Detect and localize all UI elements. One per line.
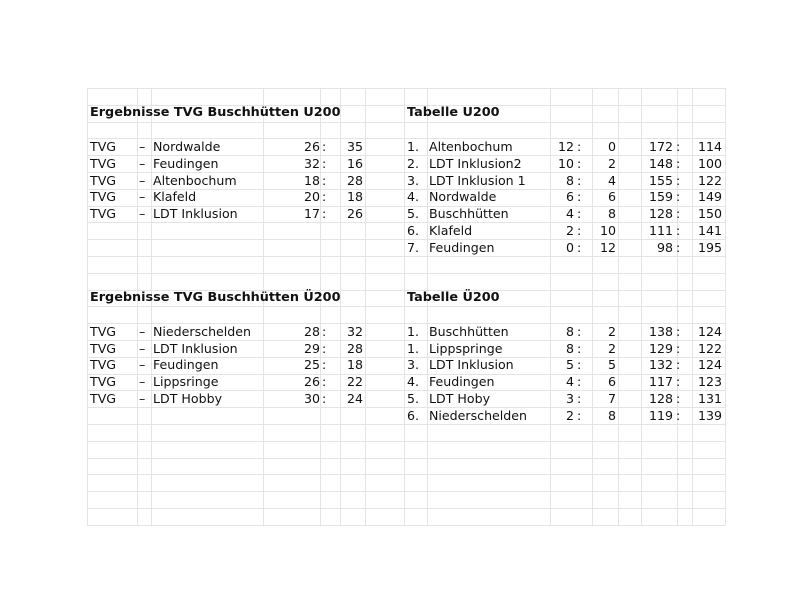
table-points-colon: :	[577, 390, 582, 406]
table-goals-colon: :	[676, 374, 681, 390]
grid-line-horizontal	[87, 88, 725, 89]
table-points-colon: :	[577, 340, 582, 356]
result-dash: –	[139, 390, 146, 406]
grid-line-horizontal	[87, 525, 725, 526]
result-dash: –	[139, 172, 146, 188]
table-points-minus: 8	[607, 407, 616, 423]
result-opponent: LDT Inklusion	[153, 340, 238, 356]
table-points-colon: :	[577, 206, 582, 222]
table-goals-against: 123	[697, 374, 722, 390]
result-score-opp: 24	[346, 390, 363, 406]
table-team: Buschhütten	[429, 206, 509, 222]
result-opponent: Lippsringe	[153, 374, 219, 390]
table-points-colon: :	[577, 222, 582, 238]
table-points-minus: 4	[607, 172, 616, 188]
table-points-minus: 7	[607, 390, 616, 406]
result-team: TVG	[90, 390, 117, 406]
grid-line-horizontal	[87, 508, 725, 509]
table-points-plus: 0	[565, 239, 574, 255]
table-points-plus: 4	[565, 374, 574, 390]
table-goals-for: 111	[648, 222, 673, 238]
table-points-colon: :	[577, 138, 582, 154]
table-rank: 1.	[407, 323, 420, 339]
table-goals-colon: :	[676, 206, 681, 222]
table-goals-colon: :	[676, 407, 681, 423]
grid-line-vertical	[550, 88, 551, 525]
table-goals-against: 114	[697, 138, 722, 154]
table-points-colon: :	[577, 189, 582, 205]
table-goals-colon: :	[676, 390, 681, 406]
grid-line-vertical	[618, 88, 619, 525]
table-team: LDT Hoby	[429, 390, 491, 406]
table-team: LDT Inklusion 1	[429, 172, 526, 188]
table-goals-colon: :	[676, 138, 681, 154]
grid-line-horizontal	[87, 491, 725, 492]
result-team: TVG	[90, 340, 117, 356]
table-goals-for: 98	[656, 239, 673, 255]
table-rank: 4.	[407, 374, 420, 390]
result-team: TVG	[90, 374, 117, 390]
result-score-own: 29	[303, 340, 320, 356]
result-dash: –	[139, 323, 146, 339]
result-opponent: Altenbochum	[153, 172, 237, 188]
result-score-colon: :	[322, 340, 327, 356]
result-score-opp: 16	[346, 155, 363, 171]
result-score-colon: :	[322, 390, 327, 406]
result-score-own: 26	[303, 374, 320, 390]
result-opponent: Klafeld	[153, 189, 197, 205]
grid-line-horizontal	[87, 256, 725, 257]
result-score-own: 26	[303, 138, 320, 154]
table-team: Altenbochum	[429, 138, 513, 154]
table-team: Feudingen	[429, 239, 495, 255]
grid-line-horizontal	[87, 273, 725, 274]
grid-line-vertical	[641, 88, 642, 525]
table-team: Klafeld	[429, 222, 473, 238]
result-team: TVG	[90, 206, 117, 222]
result-score-colon: :	[322, 323, 327, 339]
table-points-colon: :	[577, 357, 582, 373]
table-team: LDT Inklusion	[429, 357, 514, 373]
table-goals-for: 148	[648, 155, 673, 171]
result-score-colon: :	[322, 155, 327, 171]
table-goals-for: 138	[648, 323, 673, 339]
table-goals-for: 159	[648, 189, 673, 205]
result-opponent: Nordwalde	[153, 138, 221, 154]
table-rank: 6.	[407, 222, 420, 238]
table-goals-against: 141	[697, 222, 722, 238]
result-team: TVG	[90, 138, 117, 154]
result-dash: –	[139, 340, 146, 356]
grid-line-horizontal	[87, 424, 725, 425]
table-points-plus: 3	[565, 390, 574, 406]
grid-line-horizontal	[87, 458, 725, 459]
table-points-minus: 2	[607, 323, 616, 339]
grid-line-horizontal	[87, 474, 725, 475]
result-dash: –	[139, 138, 146, 154]
result-score-own: 30	[303, 390, 320, 406]
table-points-plus: 12	[557, 138, 574, 154]
result-score-opp: 26	[346, 206, 363, 222]
table-rank: 1.	[407, 340, 420, 356]
table-points-plus: 6	[565, 189, 574, 205]
table-goals-for: 132	[648, 357, 673, 373]
table-goals-against: 139	[697, 407, 722, 423]
result-score-own: 17	[303, 206, 320, 222]
table-points-plus: 8	[565, 323, 574, 339]
table-goals-against: 131	[697, 390, 722, 406]
table-team: Lippspringe	[429, 340, 503, 356]
table-goals-for: 128	[648, 206, 673, 222]
table-goals-for: 155	[648, 172, 673, 188]
result-score-opp: 18	[346, 357, 363, 373]
result-opponent: Feudingen	[153, 357, 219, 373]
results-title: Ergebnisse TVG Buschhütten U200	[90, 105, 341, 121]
result-score-own: 32	[303, 155, 320, 171]
result-opponent: Feudingen	[153, 155, 219, 171]
result-opponent: LDT Inklusion	[153, 206, 238, 222]
table-goals-for: 172	[648, 138, 673, 154]
table-title: Tabelle Ü200	[407, 290, 500, 306]
table-goals-colon: :	[676, 222, 681, 238]
table-goals-against: 195	[697, 239, 722, 255]
table-rank: 5.	[407, 206, 420, 222]
result-team: TVG	[90, 189, 117, 205]
grid-line-vertical	[592, 88, 593, 525]
table-goals-colon: :	[676, 155, 681, 171]
grid-line-vertical	[725, 88, 726, 525]
table-points-colon: :	[577, 172, 582, 188]
table-goals-colon: :	[676, 323, 681, 339]
table-points-minus: 5	[607, 357, 616, 373]
result-opponent: LDT Hobby	[153, 390, 223, 406]
spreadsheet-grid	[87, 88, 725, 525]
result-score-opp: 28	[346, 172, 363, 188]
table-rank: 3.	[407, 172, 420, 188]
table-points-colon: :	[577, 239, 582, 255]
table-points-minus: 6	[607, 189, 616, 205]
table-goals-colon: :	[676, 189, 681, 205]
table-goals-for: 119	[648, 407, 673, 423]
table-goals-against: 149	[697, 189, 722, 205]
grid-line-horizontal	[87, 239, 725, 240]
table-goals-colon: :	[676, 172, 681, 188]
result-score-own: 20	[303, 189, 320, 205]
table-rank: 6.	[407, 407, 420, 423]
grid-line-vertical	[404, 88, 405, 525]
table-goals-against: 122	[697, 340, 722, 356]
grid-line-vertical	[87, 88, 88, 525]
table-goals-against: 124	[697, 323, 722, 339]
result-score-colon: :	[322, 374, 327, 390]
result-score-own: 28	[303, 323, 320, 339]
table-points-minus: 12	[599, 239, 616, 255]
table-points-minus: 2	[607, 155, 616, 171]
table-points-plus: 8	[565, 340, 574, 356]
result-opponent: Niederschelden	[153, 323, 252, 339]
table-rank: 2.	[407, 155, 420, 171]
result-score-colon: :	[322, 206, 327, 222]
table-goals-for: 128	[648, 390, 673, 406]
table-points-plus: 10	[557, 155, 574, 171]
table-points-plus: 2	[565, 407, 574, 423]
table-points-plus: 5	[565, 357, 574, 373]
table-goals-colon: :	[676, 340, 681, 356]
table-goals-colon: :	[676, 357, 681, 373]
table-goals-for: 117	[648, 374, 673, 390]
result-team: TVG	[90, 323, 117, 339]
table-points-plus: 8	[565, 172, 574, 188]
table-points-colon: :	[577, 323, 582, 339]
result-score-opp: 32	[346, 323, 363, 339]
table-goals-colon: :	[676, 239, 681, 255]
table-goals-against: 122	[697, 172, 722, 188]
table-points-minus: 8	[607, 206, 616, 222]
result-team: TVG	[90, 172, 117, 188]
result-dash: –	[139, 155, 146, 171]
result-score-own: 18	[303, 172, 320, 188]
table-team: Niederschelden	[429, 407, 528, 423]
result-dash: –	[139, 357, 146, 373]
grid-line-horizontal	[87, 441, 725, 442]
table-points-colon: :	[577, 374, 582, 390]
result-team: TVG	[90, 357, 117, 373]
table-points-plus: 4	[565, 206, 574, 222]
table-points-minus: 2	[607, 340, 616, 356]
table-team: Feudingen	[429, 374, 495, 390]
table-goals-against: 150	[697, 206, 722, 222]
table-points-minus: 10	[599, 222, 616, 238]
table-rank: 5.	[407, 390, 420, 406]
table-goals-against: 100	[697, 155, 722, 171]
table-rank: 4.	[407, 189, 420, 205]
table-points-colon: :	[577, 155, 582, 171]
table-rank: 3.	[407, 357, 420, 373]
result-score-opp: 35	[346, 138, 363, 154]
result-score-opp: 28	[346, 340, 363, 356]
table-points-minus: 6	[607, 374, 616, 390]
table-goals-against: 124	[697, 357, 722, 373]
grid-line-vertical	[692, 88, 693, 525]
table-rank: 1.	[407, 138, 420, 154]
table-title: Tabelle U200	[407, 105, 500, 121]
result-dash: –	[139, 189, 146, 205]
table-team: Nordwalde	[429, 189, 497, 205]
result-score-opp: 18	[346, 189, 363, 205]
results-title: Ergebnisse TVG Buschhütten Ü200	[90, 290, 341, 306]
result-score-colon: :	[322, 189, 327, 205]
result-score-own: 25	[303, 357, 320, 373]
table-points-minus: 0	[607, 138, 616, 154]
table-goals-for: 129	[648, 340, 673, 356]
result-team: TVG	[90, 155, 117, 171]
table-points-plus: 2	[565, 222, 574, 238]
table-team: LDT Inklusion2	[429, 155, 522, 171]
result-score-colon: :	[322, 172, 327, 188]
table-points-colon: :	[577, 407, 582, 423]
result-score-colon: :	[322, 138, 327, 154]
result-dash: –	[139, 374, 146, 390]
result-score-opp: 22	[346, 374, 363, 390]
result-score-colon: :	[322, 357, 327, 373]
result-dash: –	[139, 206, 146, 222]
table-rank: 7.	[407, 239, 420, 255]
table-team: Buschhütten	[429, 323, 509, 339]
grid-line-vertical	[365, 88, 366, 525]
